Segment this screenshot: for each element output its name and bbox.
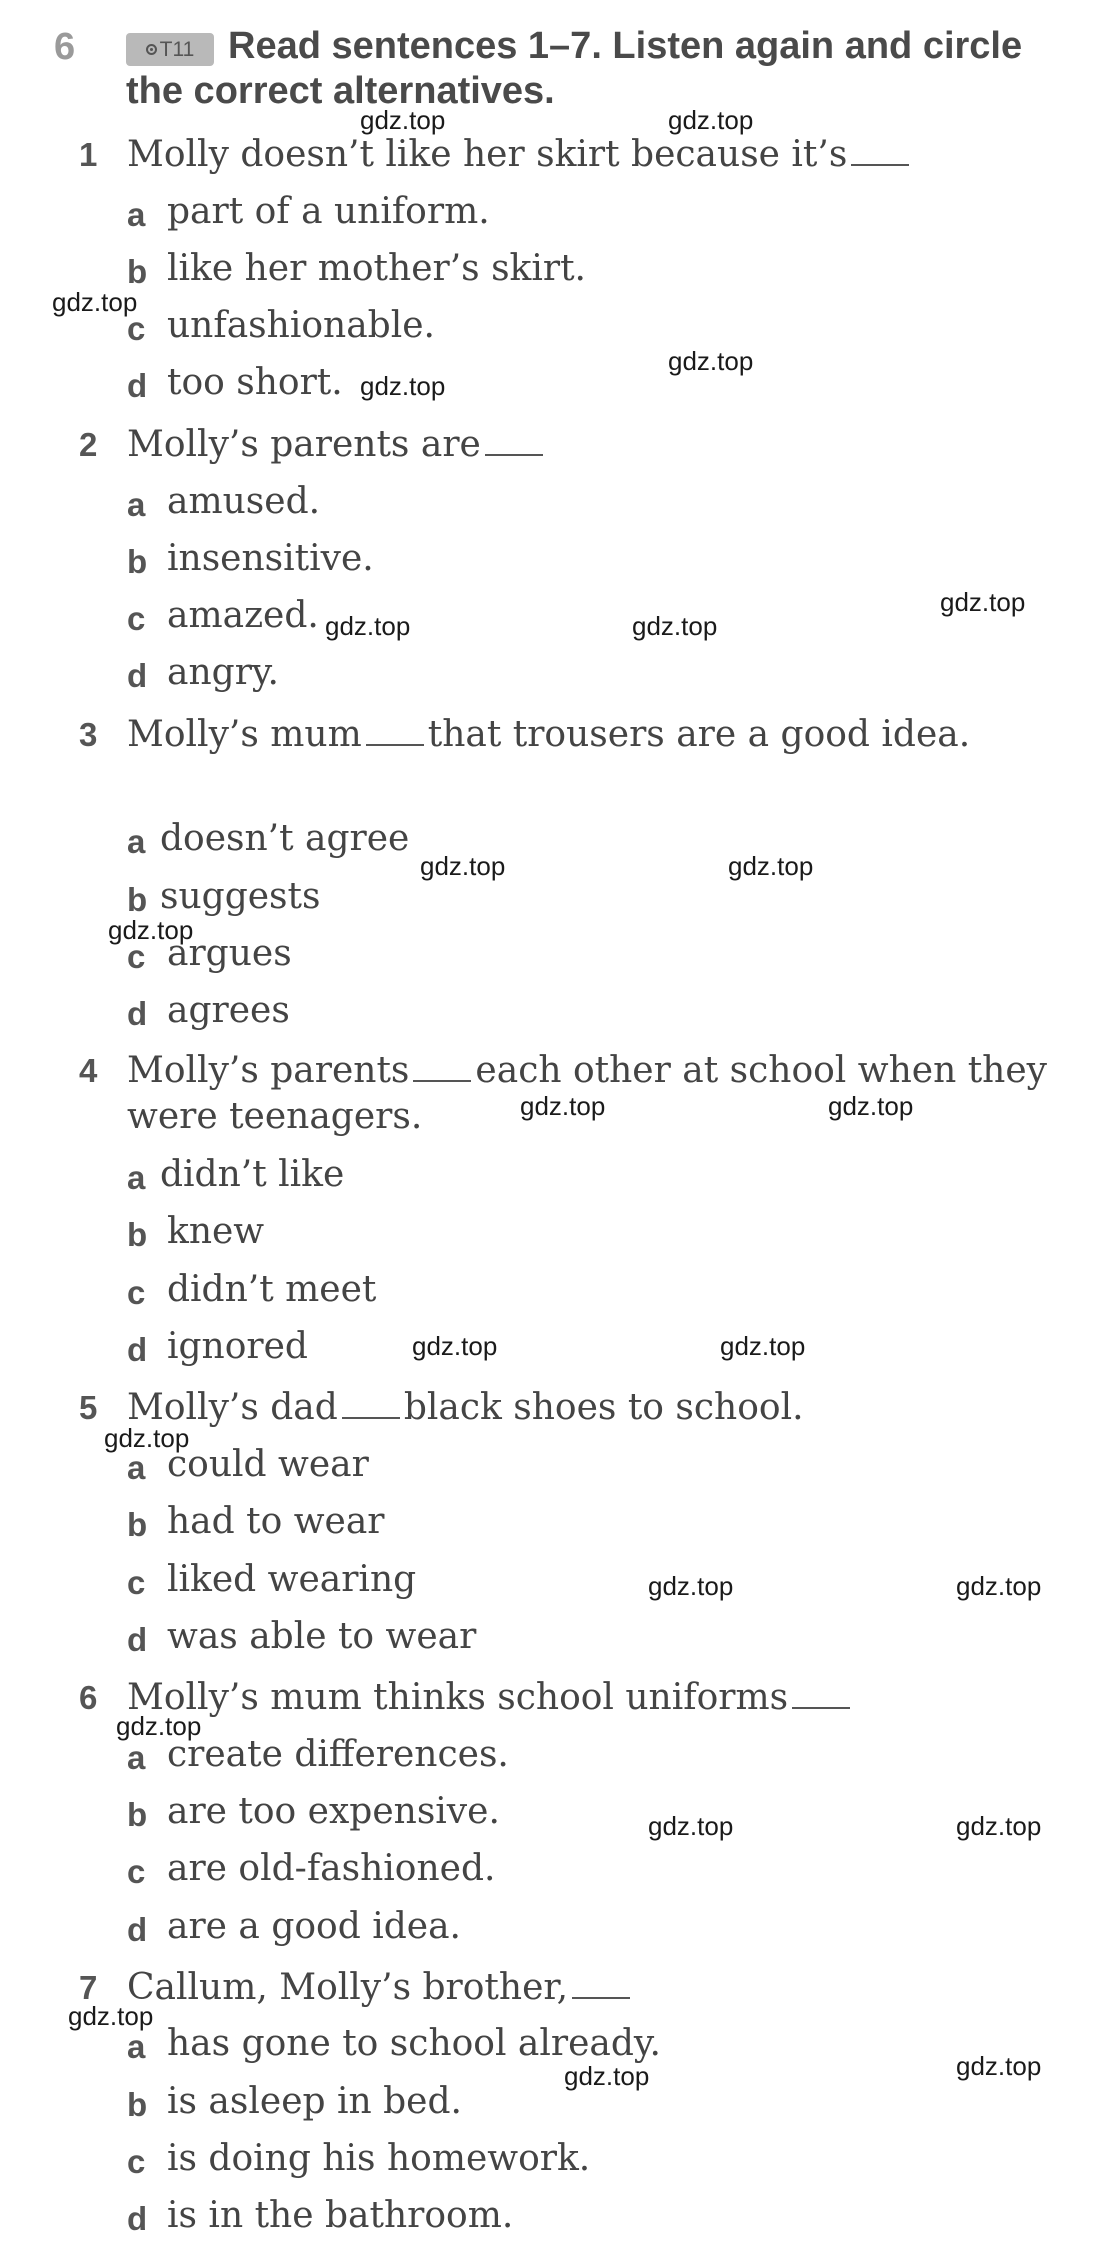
option-text[interactable]: doesn’t agree (160, 818, 410, 859)
watermark: gdz.top (668, 346, 754, 376)
watermark: gdz.top (648, 1571, 734, 1601)
watermark: gdz.top (68, 2001, 154, 2031)
watermark: gdz.top (940, 587, 1026, 617)
watermark: gdz.top (564, 2061, 650, 2091)
option-letter: b (127, 1216, 148, 1253)
answer-blank (342, 1417, 400, 1419)
option-letter: d (127, 2200, 148, 2237)
option-text[interactable]: are old-fashioned. (167, 1848, 496, 1889)
question-stem: Molly’s parents are (127, 422, 1057, 468)
option-text[interactable]: unfashionable. (167, 305, 435, 346)
watermark: gdz.top (668, 105, 754, 135)
answer-blank (366, 744, 424, 746)
option-letter: b (127, 881, 148, 918)
option-letter: c (127, 2143, 146, 2180)
option-letter: b (127, 253, 148, 290)
option-letter: b (127, 543, 148, 580)
question-stem: Molly’s dad black shoes to school. (127, 1387, 804, 1428)
option-letter: a (127, 2028, 146, 2065)
watermark: gdz.top (325, 611, 411, 641)
option-letter: b (127, 2086, 148, 2123)
watermark: gdz.top (720, 1331, 806, 1361)
option-letter: c (127, 310, 146, 347)
option-text[interactable]: too short. (167, 362, 343, 403)
question-number: 6 (79, 1679, 98, 1716)
question-stem: Molly’s mum that trousers are a good idea. (127, 714, 971, 755)
answer-blank (851, 164, 909, 166)
track-label: T11 (159, 37, 195, 61)
question-stem: Molly’s mum thinks school uniforms (127, 1675, 1057, 1721)
option-text[interactable]: is asleep in bed. (167, 2081, 462, 2122)
question-number: 5 (79, 1389, 98, 1426)
watermark: gdz.top (360, 105, 446, 135)
option-text[interactable]: could wear (167, 1444, 369, 1485)
question-stem: Molly doesn’t like her skirt because it’s (127, 132, 1057, 178)
watermark: gdz.top (648, 1811, 734, 1841)
option-letter: d (127, 1911, 148, 1948)
watermark: gdz.top (104, 1423, 190, 1453)
option-text[interactable]: liked wearing (167, 1559, 417, 1600)
watermark: gdz.top (360, 371, 446, 401)
watermark: gdz.top (412, 1331, 498, 1361)
watermark: gdz.top (520, 1091, 606, 1121)
option-letter: c (127, 1564, 146, 1601)
answer-blank (792, 1707, 850, 1709)
option-letter: d (127, 367, 148, 404)
option-text[interactable]: insensitive. (167, 538, 374, 579)
option-text[interactable]: angry. (167, 652, 279, 693)
option-text[interactable]: like her mother’s skirt. (167, 248, 586, 289)
option-letter: b (127, 1506, 148, 1543)
option-letter: b (127, 1796, 148, 1833)
watermark: gdz.top (828, 1091, 914, 1121)
option-text[interactable]: argues (167, 933, 292, 974)
exercise-instruction: Read sentences 1–7. Listen again and circle the correct alternatives. (126, 25, 1023, 112)
option-letter: d (127, 657, 148, 694)
option-letter: a (127, 1739, 146, 1776)
option-text[interactable]: ignored (167, 1326, 308, 1367)
watermark: gdz.top (728, 851, 814, 881)
option-text[interactable]: knew (167, 1211, 265, 1252)
exercise-number: 6 (54, 26, 76, 68)
question-number: 1 (79, 136, 98, 173)
answer-blank (413, 1080, 471, 1082)
option-text[interactable]: amazed. (167, 595, 319, 636)
audio-track-badge (126, 33, 214, 66)
question-number: 2 (79, 426, 98, 463)
option-text[interactable]: is doing his homework. (167, 2138, 591, 2179)
option-text[interactable]: suggests (160, 876, 321, 917)
watermark: gdz.top (52, 287, 138, 317)
answer-blank (485, 454, 543, 456)
watermark: gdz.top (116, 1711, 202, 1741)
option-letter: c (127, 600, 146, 637)
option-text[interactable]: agrees (167, 990, 290, 1031)
option-text[interactable]: is in the bathroom. (167, 2195, 514, 2236)
watermark: gdz.top (956, 2051, 1042, 2081)
question-number: 7 (79, 1969, 98, 2006)
question-number: 4 (79, 1052, 98, 1089)
option-letter: a (127, 1159, 146, 1196)
option-letter: d (127, 995, 148, 1032)
option-text[interactable]: part of a uniform. (167, 191, 490, 232)
option-letter: c (127, 1274, 146, 1311)
option-text[interactable]: didn’t meet (167, 1269, 377, 1310)
question-number: 3 (79, 716, 98, 753)
option-text[interactable]: was able to wear (167, 1616, 477, 1657)
option-letter: a (127, 1449, 146, 1486)
option-letter: a (127, 823, 146, 860)
option-letter: a (127, 486, 146, 523)
watermark: gdz.top (108, 915, 194, 945)
option-text[interactable]: had to wear (167, 1501, 385, 1542)
option-letter: d (127, 1621, 148, 1658)
option-text[interactable]: create differences. (167, 1734, 509, 1775)
watermark: gdz.top (420, 851, 506, 881)
option-letter: a (127, 196, 146, 233)
option-letter: d (127, 1331, 148, 1368)
question-stem: Molly’s parents each other at school when they were teenagers. (127, 1050, 1047, 1137)
option-letter: c (127, 938, 146, 975)
watermark: gdz.top (956, 1571, 1042, 1601)
question-stem: Callum, Molly’s brother, (127, 1965, 1057, 2011)
watermark: gdz.top (956, 1811, 1042, 1841)
watermark: gdz.top (632, 611, 718, 641)
option-text[interactable]: has gone to school already. (167, 2023, 661, 2064)
cd-icon (146, 44, 157, 55)
option-text[interactable]: didn’t like (160, 1154, 345, 1195)
option-letter: c (127, 1853, 146, 1890)
option-text[interactable]: are a good idea. (167, 1906, 461, 1947)
answer-blank (572, 1997, 630, 1999)
option-text[interactable]: are too expensive. (167, 1791, 500, 1832)
option-text[interactable]: amused. (167, 481, 321, 522)
